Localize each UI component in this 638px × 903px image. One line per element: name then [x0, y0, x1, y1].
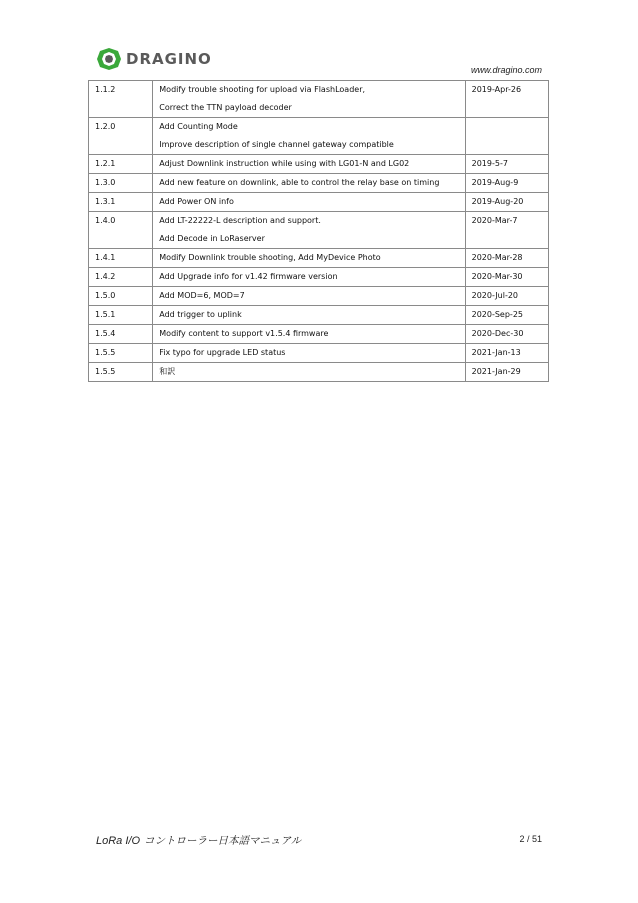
website-url: www.dragino.com — [470, 65, 542, 75]
table-row — [89, 212, 549, 249]
description-cell: Adjust Downlink instruction while using with LG01-N and LG02 — [153, 155, 465, 174]
table-row — [89, 249, 549, 268]
date-cell — [465, 118, 548, 155]
description-cell: 和訳 — [153, 363, 465, 382]
description-cell — [153, 212, 465, 249]
description-line: Improve description of single channel gateway compatible — [159, 140, 394, 149]
description-cell: Add MOD=6, MOD=7 — [153, 287, 465, 306]
version-cell: 1.4.0 — [89, 212, 153, 249]
date-cell: 2019-Aug-20 — [465, 193, 548, 212]
description-line: Add LT-22222-L description and support. — [159, 216, 321, 225]
revision-table — [88, 80, 549, 382]
description-cell: Add new feature on downlink, able to control the relay base on timing — [153, 174, 465, 193]
footer-title-en: LoRa I/O — [96, 835, 141, 847]
description-line: Correct the TTN payload decoder — [159, 103, 292, 112]
date-cell: 2019-5-7 — [465, 155, 548, 174]
description-cell: Add Upgrade info for v1.42 firmware version — [153, 268, 465, 287]
date-cell: 2021-Jan-29 — [465, 363, 548, 382]
table-row — [89, 174, 549, 193]
version-cell: 1.1.2 — [89, 81, 153, 118]
description-cell: Modify content to support v1.5.4 firmware — [153, 325, 465, 344]
version-cell: 1.2.0 — [89, 118, 153, 155]
table-row — [89, 81, 549, 118]
table-row — [89, 287, 549, 306]
description-line: Add Counting Mode — [159, 122, 238, 131]
date-cell: 2019-Aug-9 — [465, 174, 548, 193]
date-cell: 2020-Jul-20 — [465, 287, 548, 306]
date-cell: 2019-Apr-26 — [465, 81, 548, 118]
logo-text: DRAGINO — [126, 50, 212, 68]
table-row — [89, 193, 549, 212]
date-cell: 2020-Sep-25 — [465, 306, 548, 325]
revision-table-body — [89, 81, 549, 382]
version-cell: 1.3.0 — [89, 174, 153, 193]
date-cell: 2020-Mar-7 — [465, 212, 548, 249]
version-cell: 1.4.1 — [89, 249, 153, 268]
dragino-logo — [96, 46, 212, 72]
version-cell: 1.2.1 — [89, 155, 153, 174]
table-row — [89, 268, 549, 287]
description-line: Add Decode in LoRaserver — [159, 234, 265, 243]
dragino-logo-icon — [96, 47, 122, 71]
date-cell: 2020-Dec-30 — [465, 325, 548, 344]
table-row — [89, 344, 549, 363]
date-cell: 2021-Jan-13 — [465, 344, 548, 363]
page-number: 2 / 51 — [519, 834, 542, 844]
date-cell: 2020-Mar-28 — [465, 249, 548, 268]
table-row — [89, 306, 549, 325]
table-row — [89, 155, 549, 174]
date-cell: 2020-Mar-30 — [465, 268, 548, 287]
description-cell — [153, 118, 465, 155]
version-cell: 1.5.0 — [89, 287, 153, 306]
table-row — [89, 118, 549, 155]
version-cell: 1.5.5 — [89, 363, 153, 382]
version-cell: 1.5.1 — [89, 306, 153, 325]
version-cell: 1.5.5 — [89, 344, 153, 363]
version-cell: 1.5.4 — [89, 325, 153, 344]
description-cell — [153, 81, 465, 118]
table-row — [89, 325, 549, 344]
version-cell: 1.4.2 — [89, 268, 153, 287]
footer-document-title — [96, 833, 301, 848]
footer-title-jp: コントローラー日本語マニュアル — [144, 835, 302, 847]
description-cell: Modify Downlink trouble shooting, Add MyDevice Photo — [153, 249, 465, 268]
description-line: Modify trouble shooting for upload via FlashLoader, — [159, 85, 366, 94]
description-cell: Fix typo for upgrade LED status — [153, 344, 465, 363]
table-row — [89, 363, 549, 382]
description-cell: Add trigger to uplink — [153, 306, 465, 325]
version-cell: 1.3.1 — [89, 193, 153, 212]
description-cell: Add Power ON info — [153, 193, 465, 212]
